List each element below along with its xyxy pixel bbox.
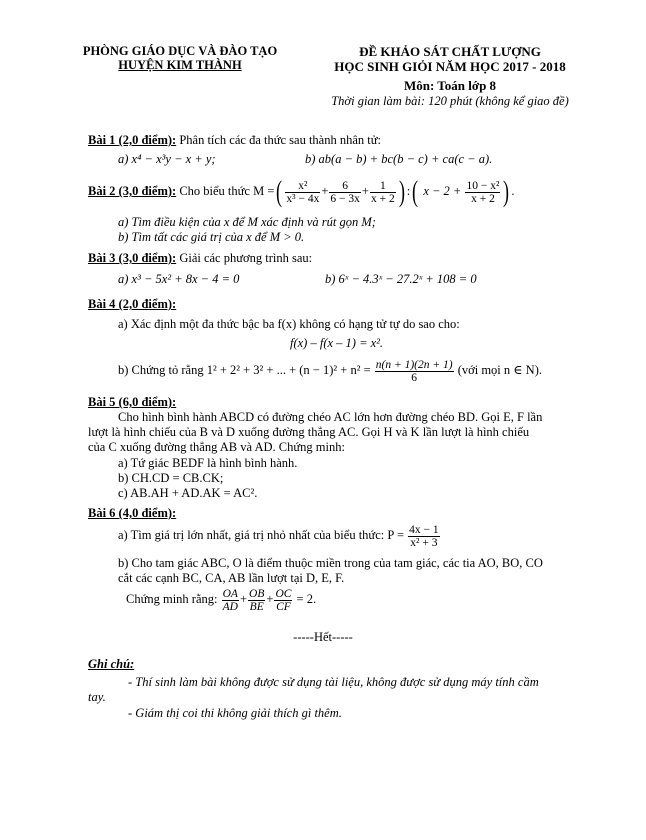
exam-subject: Môn: Toán lớp 8 [403, 78, 497, 93]
bai3-heading [88, 251, 312, 265]
district-name [80, 58, 280, 73]
bai6-heading [88, 506, 176, 520]
bai4-b-fraction [375, 359, 454, 384]
bai6-frac-oc-cf: $\frac{OC}{CF}$ [275, 587, 292, 613]
bai6-frac-ob-be: $\frac{OB}{BE}$ [249, 587, 265, 613]
bai3-title: Bài 3 (3,0 điểm): [88, 251, 177, 265]
bai2-title: Bài 2 (3,0 điểm): [88, 184, 177, 198]
bai4-b-numerator: n(n + 1)(2n + 1) [375, 358, 453, 371]
bai1-title: Bài 1 (2,0 điểm): [88, 133, 177, 147]
bai2-b: b) Tìm tất các giá trị của x để M > 0. [118, 230, 305, 244]
bai2-a: a) Tìm điều kiện của x để M xác định và rút gọn M; [118, 215, 376, 229]
bai6-b1: b) Cho tam giác ABC, O là điểm thuộc miền trong của tam giác, các tia AO, BO, CO [118, 556, 543, 570]
bai1-b: b) ab(a − b) + bc(b − c) + ca(c − a). [305, 152, 493, 166]
bai6-a-fraction [408, 524, 440, 549]
bai3-a: a) x³ − 5x² + 8x − 4 = 0 [118, 272, 240, 286]
end-mark: -----Hết----- [293, 630, 353, 644]
bai1-a: a) x⁴ − x³y − x + y; [118, 152, 216, 166]
bai5-p1: Cho hình bình hành ABCD có đường chéo AC lớn hơn đường chéo BD. Gọi E, F lần [118, 410, 543, 424]
note-line1: - Thí sinh làm bài không được sử dụng tài liệu, không được sử dụng máy tính cầm [128, 675, 539, 689]
district-name-text: HUYỆN KIM THÀNH [118, 58, 242, 72]
bai5-a: a) Tứ giác BEDF là hình bình hành. [118, 456, 298, 470]
bai4-a-equation: f(x) – f(x – 1) = x². [290, 336, 384, 350]
note-line3: - Giám thị coi thi không giải thích gì thêm. [128, 706, 342, 720]
bai1-text: Phân tích các đa thức sau thành nhân tử: [176, 133, 381, 147]
exam-time: Thời gian làm bài: 120 phút (không kể giao đề) [331, 94, 569, 108]
bai4-b-denominator: 6 [411, 371, 418, 384]
bai3-b: b) 6ˣ − 4.3ˣ − 27.2ˣ + 108 = 0 [325, 272, 477, 286]
bai5-p2: lượt là hình chiếu của B và D xuống đường thẳng AC. Gọi H và K lần lượt là hình chiếu [88, 425, 530, 439]
bai6-b2: cắt các cạnh BC, CA, AB lần lượt tại D, E, F. [118, 571, 345, 585]
bai6-a-pre: a) Tìm giá trị lớn nhất, giá trị nhỏ nhất của biểu thức: P = [118, 528, 408, 542]
bai6-b3: Chứng minh rằng: $\frac{OA}{AD}$ + $\frac{OB}{BE}$ + $\frac{OC}{CF}$ = 2. [126, 587, 317, 613]
bai4-title: Bài 4 (2,0 điểm): [88, 297, 177, 311]
bai6-a-denominator: x² + 3 [410, 536, 438, 549]
bai6-frac-oa-ad: $\frac{OA}{AD}$ [222, 587, 238, 613]
note-line2: tay. [88, 690, 106, 704]
bai4-b-post: (với mọi n ∈ N). [454, 363, 542, 377]
bai2-expression: M =( $\frac{\text{x²}}{\text{x³ − 4x}}$ + $\frac{6}{6 - 3x}$ + $\frac{1}{x + 2}$ ) :( x − 2 + $\frac{\text{10 − x²}}{x + 2}$ ) . [253, 175, 515, 209]
bai6-a [118, 520, 441, 550]
bai5-heading [88, 395, 176, 409]
bai4-a: a) Xác định một đa thức bậc ba f(x) không có hạng tử tự do sao cho: [118, 317, 460, 331]
note-title: Ghi chú: [88, 657, 135, 671]
exam-subtitle: HỌC SINH GIỎI NĂM HỌC 2017 - 2018 [334, 59, 566, 74]
bai5-b: b) CH.CD = CB.CK; [118, 471, 224, 485]
bai4-heading [88, 297, 176, 311]
exam-title: ĐỀ KHẢO SÁT CHẤT LƯỢNG [359, 44, 541, 59]
bai5-p3: của C xuống đường thẳng AB và AD. Chứng minh: [88, 440, 345, 454]
bai4-b [118, 355, 542, 385]
bai6-a-numerator: 4x − 1 [409, 523, 439, 536]
bai6-b3-end: = 2. [293, 592, 317, 606]
bai1-heading [88, 133, 381, 147]
bai3-text: Giải các phương trình sau: [176, 251, 313, 265]
bai5-c: c) AB.AH + AD.AK = AC². [118, 486, 258, 500]
bai2-text: Cho biểu thức [176, 184, 254, 198]
bai6-b3-text: Chứng minh rằng: [126, 592, 221, 606]
bai5-title: Bài 5 (6,0 điểm): [88, 395, 177, 409]
bai6-title: Bài 6 (4,0 điểm): [88, 506, 177, 520]
bai2-heading [88, 176, 515, 207]
bai4-b-pre: b) Chứng tỏ rằng 1² + 2² + 3² + ... + (n − 1)² + n² = [118, 363, 374, 377]
department-name: PHÒNG GIÁO DỤC VÀ ĐÀO TẠO [82, 44, 278, 58]
